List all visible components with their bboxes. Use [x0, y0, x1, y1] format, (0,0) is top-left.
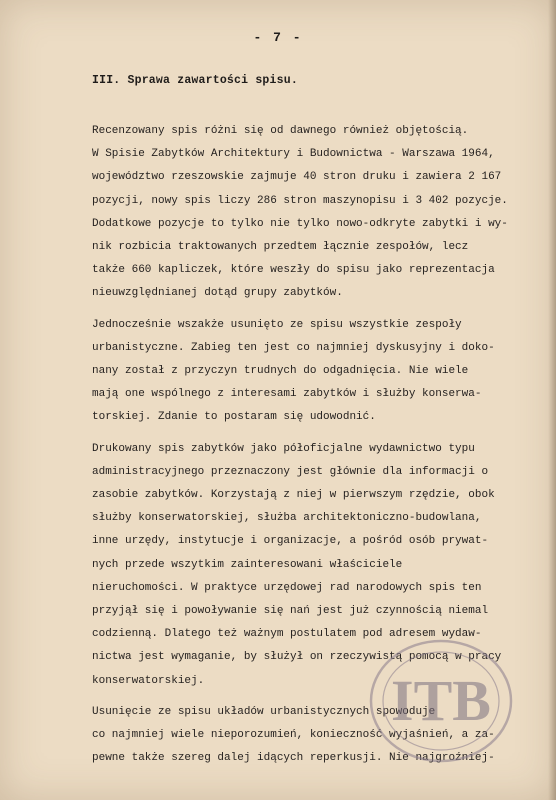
text-line: Usunięcie ze spisu układów urbanistycznych spowoduje — [92, 705, 436, 718]
text-line: zasobie zabytków. Korzystają z niej w pierwszym rzędzie, obok — [92, 489, 495, 502]
text-line: służby konserwatorskiej, służba architektoniczno-budowlana, — [92, 512, 482, 525]
text-line: codzienną. Dlatego też ważnym postulatem pod adresem wydaw- — [92, 628, 482, 641]
text-line: nictwa jest wymaganie, by służył on rzeczywistą pomocą w pracy — [92, 651, 502, 664]
svg-text:ITB: ITB — [391, 668, 491, 733]
paragraph — [92, 120, 532, 306]
text-line: nych przede wszytkim zainteresowani właściciele — [92, 558, 403, 571]
page-edge — [548, 0, 556, 800]
page-number: - 7 - — [253, 30, 303, 45]
text-line: pozycji, nowy spis liczy 286 stron maszynopisu i 3 402 pozycje. — [92, 194, 508, 207]
library-stamp — [366, 636, 516, 766]
text-line: konserwatorskiej. — [92, 674, 205, 687]
text-line: W Spisie Zabytków Architektury i Budownictwa - Warszawa 1964, — [92, 148, 495, 161]
text-line: przyjął się i powoływanie się nań jest już czynnością niemal — [92, 605, 489, 618]
text-line: województwo rzeszowskie zajmuje 40 stron druku i zawiera 2 167 — [92, 171, 502, 184]
text-line: także 660 kapliczek, które weszły do spisu jako reprezentacja — [92, 264, 495, 277]
text-line: nik rozbicia traktowanych przedtem łącznie zespołów, lecz — [92, 241, 469, 254]
section-heading: III. Sprawa zawartości spisu. — [92, 74, 298, 87]
text-line: urbanistyczne. Zabieg ten jest co najmniej dyskusyjny i doko- — [92, 341, 495, 354]
text-line: nieuwzględnianej dotąd grupy zabytków. — [92, 287, 343, 300]
text-line: Drukowany spis zabytków jako półoficjalne wydawnictwo typu — [92, 442, 475, 455]
text-line: administracyjnego przeznaczony jest głównie dla informacji o — [92, 465, 489, 478]
text-line: nany został z przyczyn trudnych do odgadnięcia. Nie wiele — [92, 365, 469, 378]
text-line: co najmniej wiele nieporozumień, konieczność wyjaśnień, a za- — [92, 729, 495, 742]
text-line: mają one wspólnego z interesami zabytków i służby konserwa- — [92, 388, 482, 401]
text-line: nieruchomości. W praktyce urzędowej rad narodowych spis ten — [92, 581, 482, 594]
text-line: Dodatkowe pozycje to tylko nie tylko nowo-odkryte zabytki i wy- — [92, 217, 508, 230]
paragraph — [92, 314, 532, 430]
text-line: pewne także szereg dalej idących reperkusji. Nie najgroźniej- — [92, 752, 495, 765]
text-line: Jednocześnie wszakże usunięto ze spisu wszystkie zespoły — [92, 318, 462, 331]
text-line: inne urzędy, instytucje i organizacje, a pośród osób prywat- — [92, 535, 489, 548]
text-line: torskiej. Zdanie to postaram się udowodnić. — [92, 411, 376, 424]
text-line: Recenzowany spis różni się od dawnego również objętością. — [92, 125, 469, 137]
